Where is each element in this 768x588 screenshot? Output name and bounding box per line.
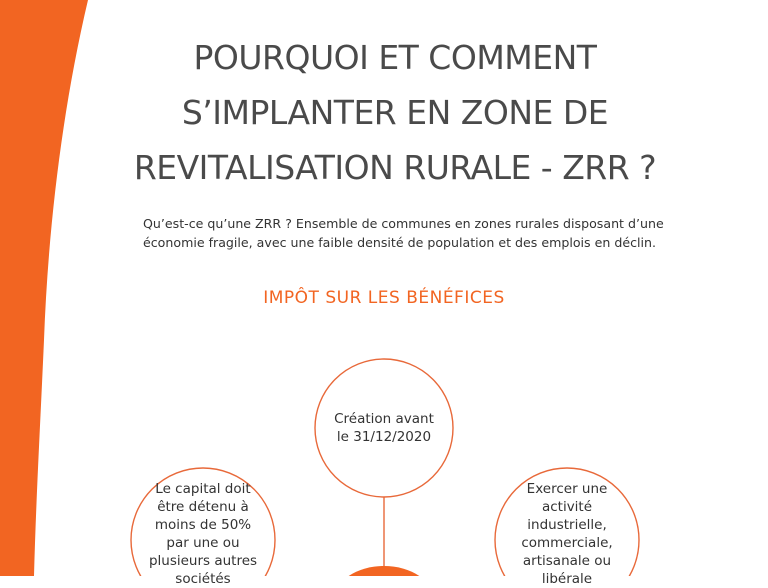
node-top-line: Création avant [334, 411, 434, 427]
node-right-line: activité [541, 499, 593, 515]
node-top-line: le 31/12/2020 [336, 429, 432, 445]
title-line: S’IMPLANTER EN ZONE DE [181, 93, 609, 132]
node-right-line: industrielle, [527, 517, 607, 533]
node-left-line: Le capital doit [155, 481, 251, 497]
title-line: POURQUOI ET COMMENT [193, 38, 597, 77]
node-left-text [138, 480, 268, 588]
node-right-line: commerciale, [521, 535, 613, 551]
node-left-line: être détenu à [157, 499, 249, 515]
node-right-line: Exercer une [526, 481, 608, 497]
node-left-line: par une ou [166, 535, 240, 551]
node-top-text [324, 410, 444, 446]
intro-line: économie fragile, avec une faible densité de population et des emplois en déclin. [143, 235, 657, 250]
intro-line: Qu’est-ce qu’une ZRR ? Ensemble de communes en zones rurales disposant d’une [143, 216, 664, 231]
section-title: IMPÔT SUR LES BÉNÉFICES [263, 288, 505, 308]
node-right-line: libérale [541, 571, 593, 587]
node-right-text [502, 480, 632, 588]
center-circle [334, 566, 434, 576]
node-left-line: plusieurs autres [148, 553, 258, 569]
node-right-line: artisanale ou [522, 553, 612, 569]
node-left-line: sociétés [175, 571, 231, 587]
title-line: REVITALISATION RURALE - ZRR ? [133, 148, 657, 187]
node-left-line: moins de 50% [154, 517, 252, 533]
